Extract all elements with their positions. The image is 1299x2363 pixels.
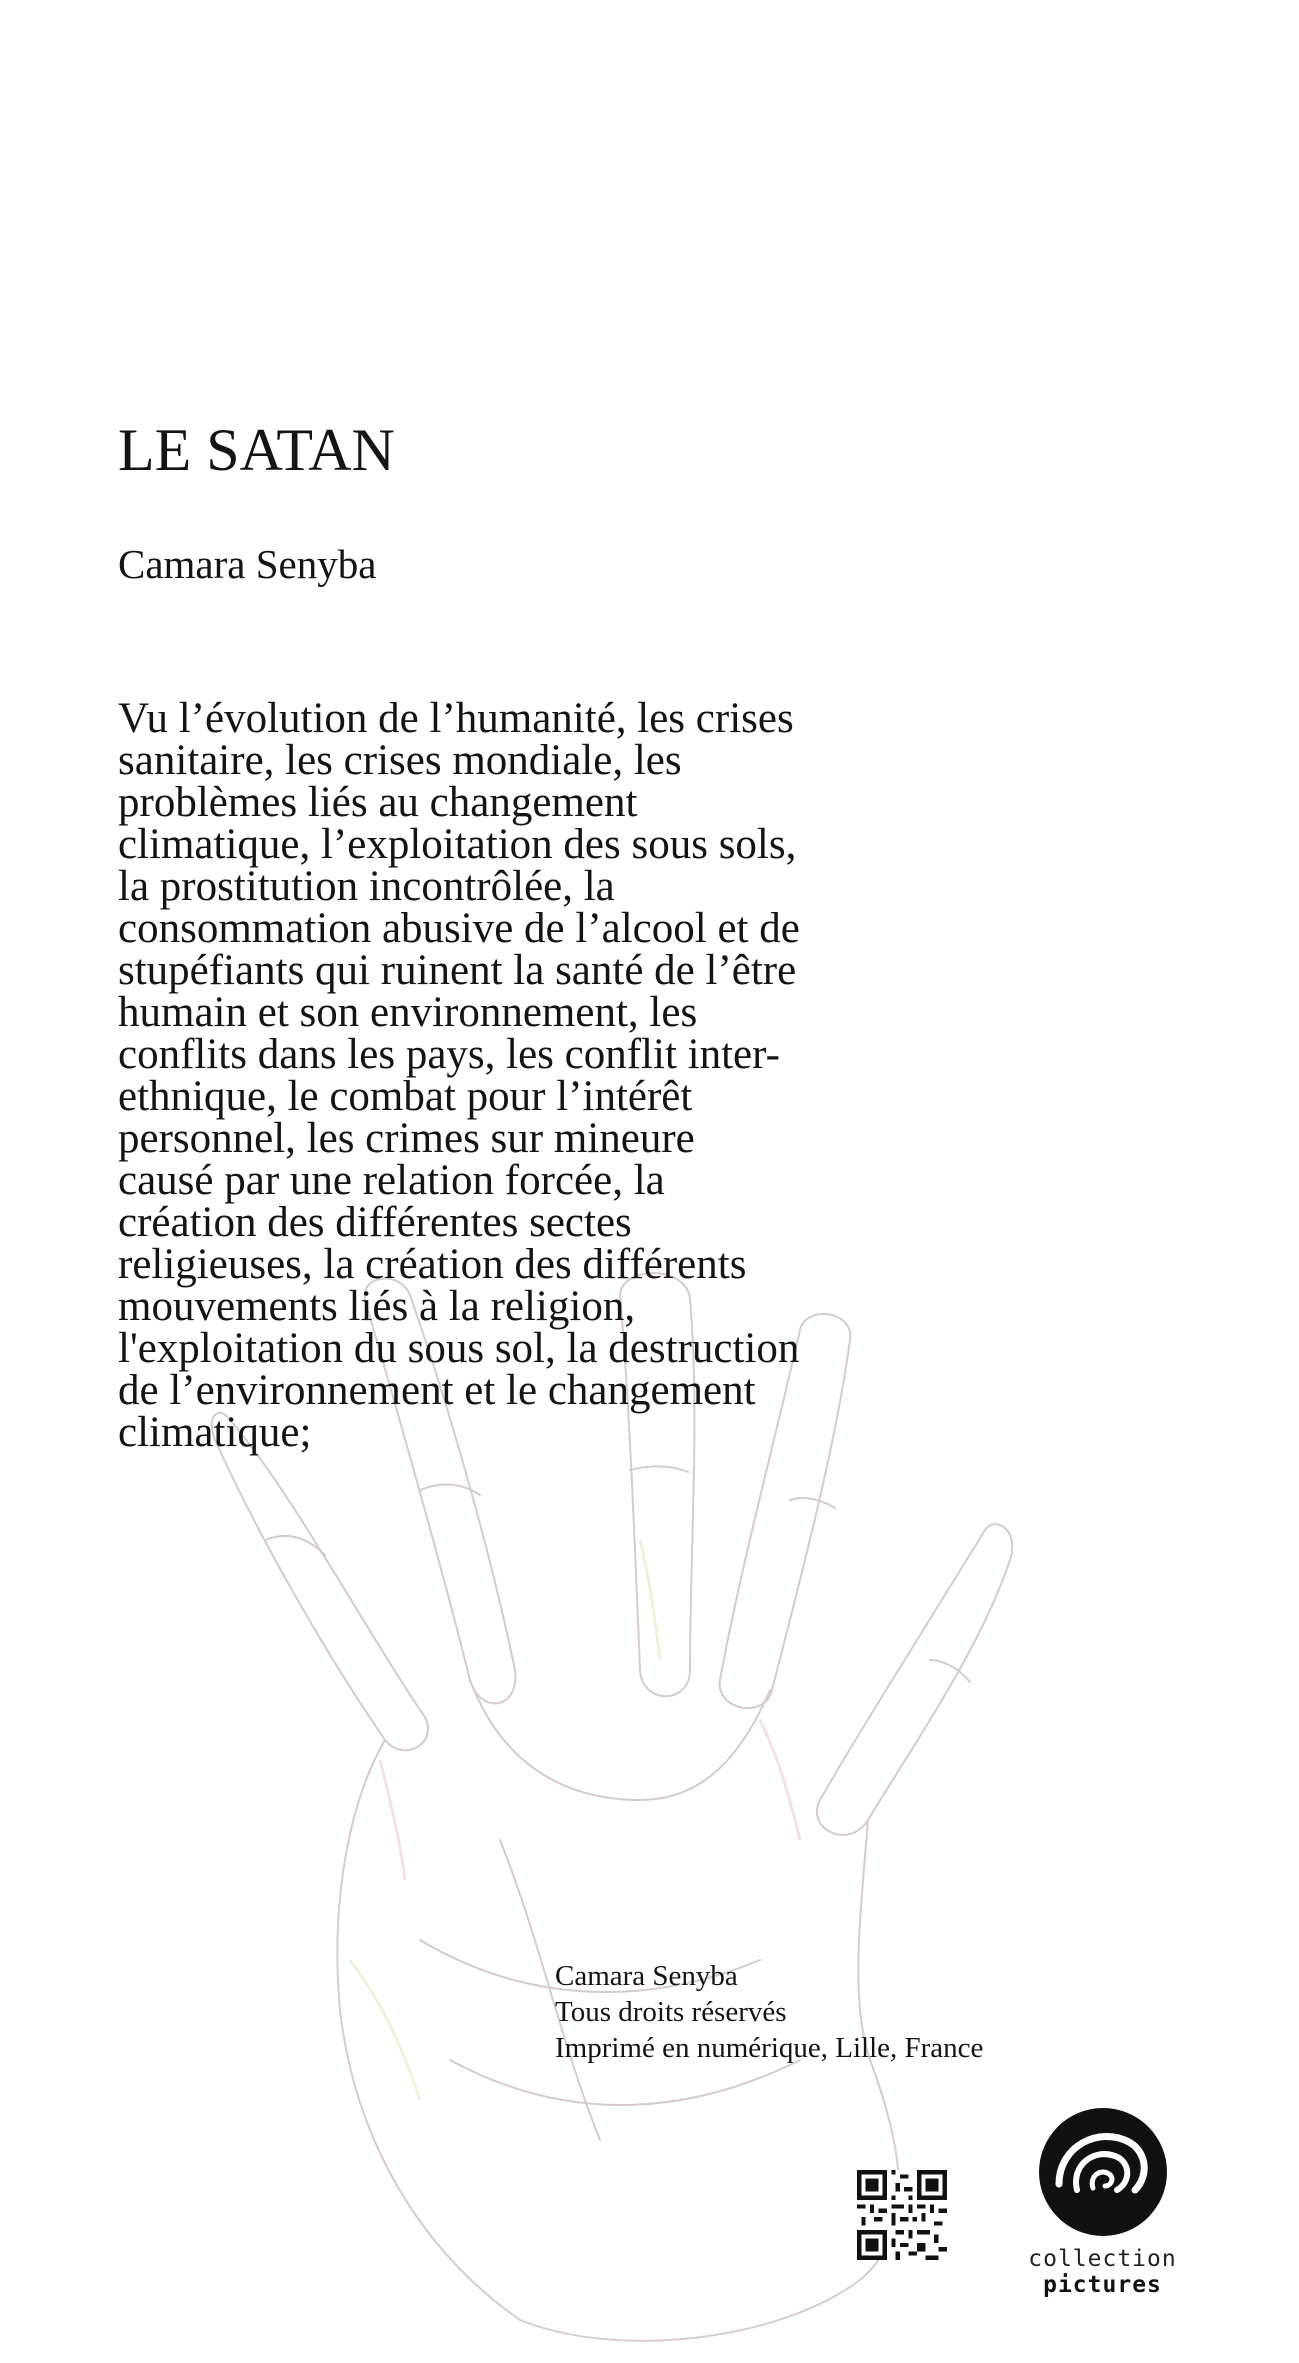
imprint-block <box>555 1958 983 2066</box>
publisher-name-line1: collection <box>1028 2246 1177 2272</box>
publisher-name-line2: pictures <box>1043 2272 1162 2298</box>
publisher-logo <box>1015 2106 1190 2298</box>
imprint-author: Camara Senyba <box>555 1960 738 1992</box>
imprint-printing: Imprimé en numérique, Lille, France <box>555 2032 984 2064</box>
imprint-rights: Tous droits réservés <box>555 1996 787 2028</box>
document-title: LE SATAN <box>118 417 395 483</box>
qr-code-icon <box>857 2170 947 2260</box>
document-author: Camara Senyba <box>118 541 377 587</box>
document-summary: Vu l’évolution de l’humanité, les crises sanitaire, les crises mondiale, les problèmes liés au changement climatique, l’exploitation des sous sols, la prostitution incontrôlée, la consommation abusive de l’alcool et de stupéfiants qui ruinent la santé de l’être humain et son environnement, les conflits dans les pays, les conflit inter- ethnique, le combat pour l’intérêt personnel, les crimes sur mineure causé par une relation forcée, la création des différentes sectes religieuses, la création des différents mouvements liés à la religion, l'exploitation du sous sol, la destruction de l’environnement et le changement climatique; <box>118 695 800 1456</box>
spiral-logo-icon <box>1037 2106 1169 2238</box>
